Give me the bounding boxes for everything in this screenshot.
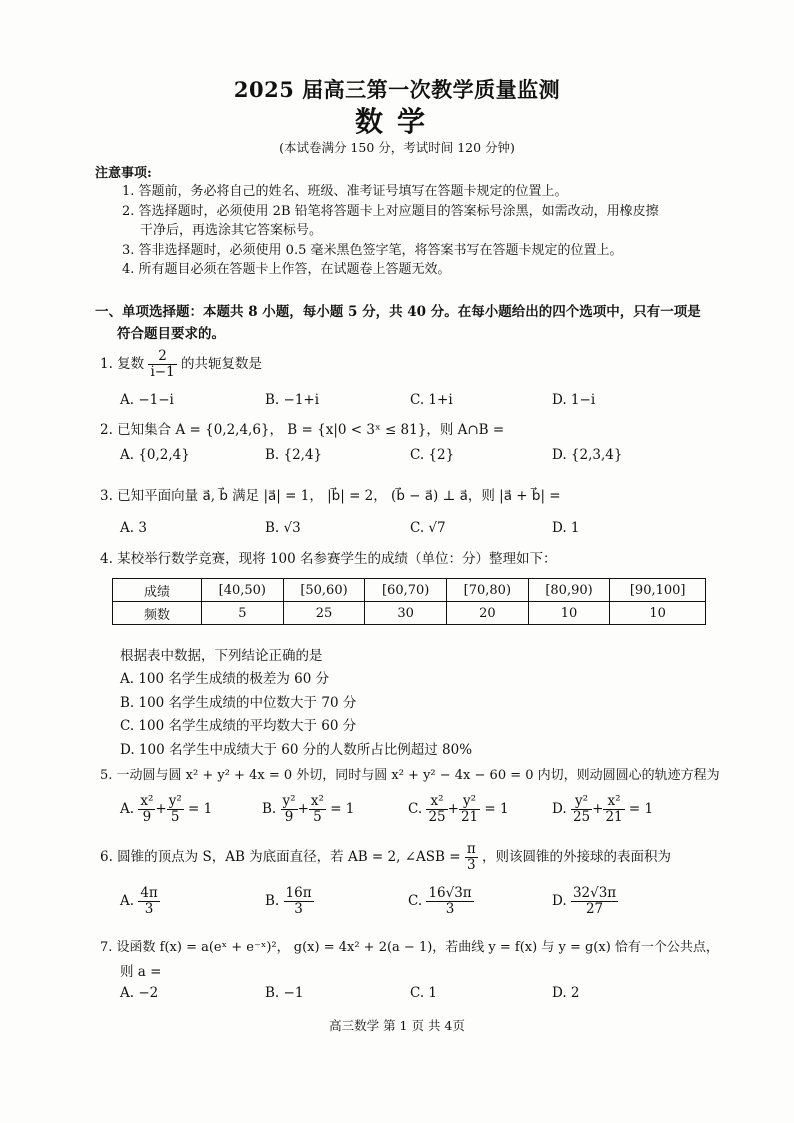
question-5: 5. 一动圆与圆 x² + y² + 4x = 0 外切，同时与圆 x² + y² − 4x − 60 = 0 内切，则动圆圆心的轨迹方程为 [100,768,720,783]
q1-den: i−1 [150,363,175,380]
q6-d-label: D. [552,892,567,909]
q5-d-label: D. [552,800,567,817]
q2-option-d: D. {2,3,4} [552,447,623,463]
notice-item: 3. 答非选择题时，必须使用 0.5 毫米黑色签字笔，将答案书写在答题卡规定的位置上。 [122,243,623,258]
fraction [309,794,326,825]
table-cell: 5 [202,602,284,625]
table-cell: [60,70) [365,579,447,602]
fraction [138,794,155,825]
notice-item: 干净后，再选涂其它答案标号。 [140,223,323,238]
table-row [113,602,706,625]
q5-c-label: C. [408,800,423,817]
table-cell: 10 [528,602,610,625]
table-row [113,579,706,602]
fraction [459,794,480,825]
frac-den: 3 [445,900,455,917]
q6-b-label: B. [265,892,280,909]
question-2: 2. 已知集合 A = {0,2,4,6}， B = {x|0 < 3ˣ ≤ 81}，则 A∩B = [100,422,505,438]
table-cell: 25 [283,602,365,625]
q7-option-d: D. 2 [552,985,580,1001]
question-4: 4. 某校举行数学竞赛，现将 100 名参赛学生的成绩（单位：分）整理如下： [100,551,557,567]
frac-num: 16π [285,885,312,901]
page-footer: 高三数学 第 1 页 共 4页 [329,1018,465,1033]
q6-pre: 6. 圆锥的顶点为 S，AB 为底面直径，若 AB = 2, ∠ASB = [100,848,461,865]
frac-den: 3 [466,856,476,873]
fraction [571,794,592,825]
frac-den: 5 [170,808,180,825]
q3-option-d: D. 1 [552,520,580,536]
table-cell: [80,90) [528,579,610,602]
frac-num: x² [310,793,324,809]
frac-den: 3 [144,900,154,917]
frac-num: 4π [140,885,158,901]
q2-option-c: C. {2} [410,447,455,463]
frac-den: 21 [605,808,623,825]
fraction [426,886,473,917]
frac-den: 25 [572,808,591,825]
equals: = 1 [628,800,654,817]
q5-a-label: A. [120,800,135,817]
notice-heading: 注意事项: [95,166,152,181]
fraction [281,794,298,825]
q6-option-c [408,886,474,917]
q4-option-a: A. 100 名学生成绩的极差为 60 分 [120,671,330,687]
q1-option-c: C. 1+i [410,392,453,408]
q6-c-label: C. [408,892,423,909]
question-1 [100,349,262,380]
frac-den: 9 [284,808,294,825]
fraction [167,794,184,825]
q3-option-a: A. 3 [120,520,147,536]
question-6 [100,842,671,873]
q7-option-b: B. −1 [265,985,304,1001]
frac-den: 3 [294,900,303,917]
q4-option-c: C. 100 名学生成绩的平均数大于 60 分 [120,718,357,734]
section-heading-cont: 符合题目要求的。 [117,326,225,342]
fraction [603,794,624,825]
table-cell: 30 [365,602,447,625]
frac-num: π [466,841,476,857]
fraction [426,794,447,825]
q5-option-a [120,794,212,825]
q5-option-d [552,794,653,825]
frac-den: 25 [428,808,446,825]
frac-den: 27 [585,900,604,917]
plus: + [297,800,309,817]
q1-option-a: A. −1−i [120,392,174,408]
q2-option-b: B. {2,4} [265,447,323,463]
plus: + [592,800,604,817]
q1-option-d: D. 1−i [552,392,596,408]
frac-num: 16√3π [428,885,472,901]
subject-title: 数学 [354,105,439,138]
table-cell: [90,100] [610,579,706,602]
table-cell: 成绩 [113,579,202,602]
frac-num: x² [603,794,624,810]
question-3: 3. 已知平面向量 a⃗, b⃗ 满足 |a⃗| = 1， |b⃗| = 2， (b⃗ − a⃗) ⊥ a⃗，则 |a⃗ + b⃗| = [100,488,561,504]
score-table [112,578,706,625]
q1-pre: 1. 复数 [100,355,145,372]
q6-option-a [120,886,160,917]
q1-post: 的共轭复数是 [180,355,262,372]
notice-item: 2. 答选择题时，必须使用 2B 铅笔将答题卡上对应题目的答案标号涂黑，如需改动，用橡皮擦 [122,204,659,219]
table-cell: [40,50) [202,579,284,602]
table-cell: 20 [447,602,529,625]
fraction [571,886,618,917]
table-cell: [70,80) [447,579,529,602]
plus: + [447,800,459,817]
q7-option-a: A. −2 [120,985,159,1001]
q5-b-label: B. [262,800,277,817]
equals: = 1 [484,800,509,817]
equals: = 1 [330,800,355,817]
q4-option-b: B. 100 名学生成绩的中位数大于 70 分 [120,695,357,711]
q4-prompt: 根据表中数据，下列结论正确的是 [120,648,323,664]
q1-option-b: B. −1+i [265,392,320,408]
q6-option-b [265,886,314,917]
frac-num: y² [571,794,592,810]
frac-num: x² [140,793,154,809]
frac-num: y² [168,793,182,809]
question-7-cont: 则 a = [120,964,162,980]
fraction [138,886,159,917]
q4-option-d: D. 100 名学生中成绩大于 60 分的人数所占比例超过 80% [120,742,473,758]
table-cell: 频数 [113,602,202,625]
q6-post: ，则该圆锥的外接球的表面积为 [482,848,672,865]
q1-fraction [148,349,176,380]
notice-item: 1. 答题前，务必将自己的姓名、班级、准考证号填写在答题卡规定的位置上。 [122,184,568,199]
table-cell: 10 [610,602,706,625]
table-cell: [50,60) [283,579,365,602]
q2-option-a: A. {0,2,4} [120,447,190,463]
notice-item: 4. 所有题目必须在答题卡上作答，在试题卷上答题无效。 [122,262,451,277]
q5-option-b [262,794,354,825]
q3-option-c: C. √7 [410,520,446,536]
exam-note: (本试卷满分 150 分，考试时间 120 分钟) [279,140,515,155]
equals: = 1 [188,800,213,817]
fraction [284,886,314,917]
frac-num: x² [426,794,447,810]
q6-option-d [552,886,618,917]
q6-fraction [465,842,478,873]
frac-num: y² [282,793,296,809]
frac-num: 32√3π [572,885,617,901]
q3-option-b: B. √3 [265,520,301,536]
frac-den: 9 [142,808,152,825]
frac-den: 21 [460,808,479,825]
q6-a-label: A. [120,892,135,909]
exam-title: 2025 届高三第一次教学质量监测 [233,77,561,102]
plus: + [155,800,167,817]
frac-den: 5 [313,808,322,825]
question-7: 7. 设函数 f(x) = a(eˣ + e⁻ˣ)²， g(x) = 4x² + 2(a − 1)，若曲线 y = f(x) 与 y = g(x) 恰有一个公共点， [100,940,719,955]
q5-option-c [408,794,509,825]
q1-num: 2 [148,349,176,365]
q7-option-c: C. 1 [410,985,438,1001]
frac-num: y² [459,794,480,810]
section-heading: 一、单项选择题：本题共 8 小题，每小题 5 分，共 40 分。在每小题给出的四个选项中，只有一项是 [95,304,701,320]
